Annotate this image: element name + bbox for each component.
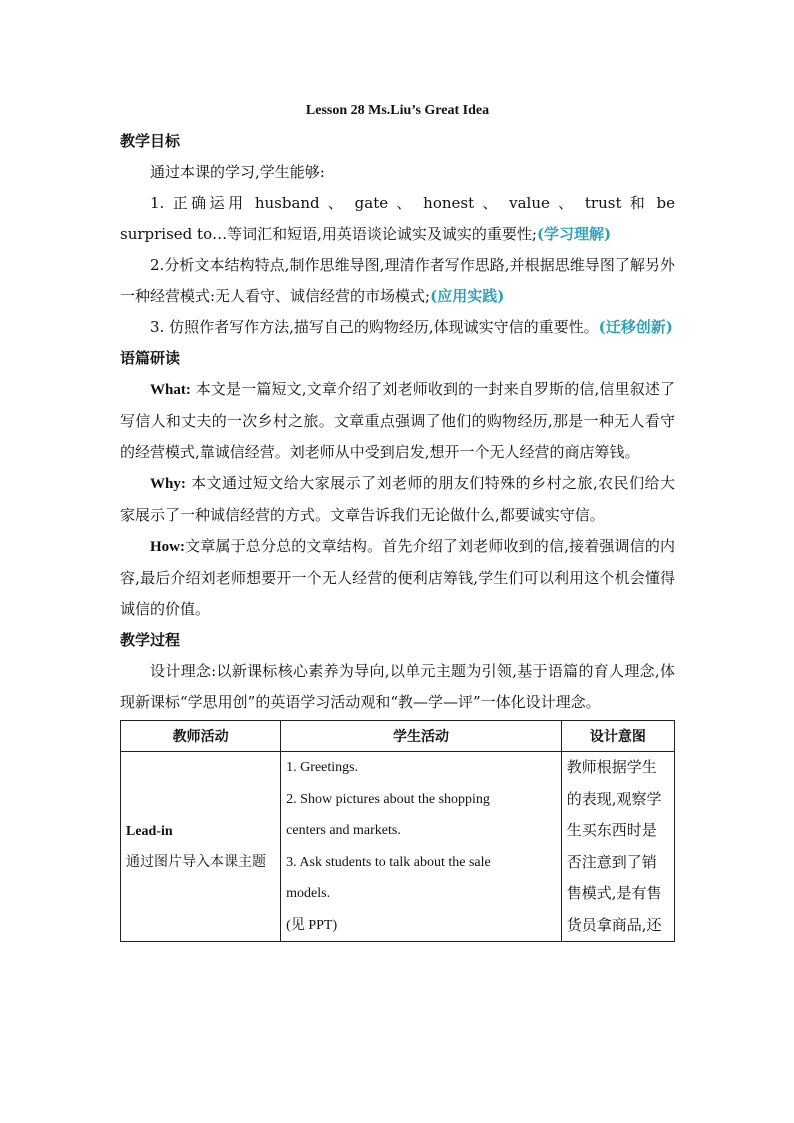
student-line: 2. Show pictures about the shopping <box>286 791 490 807</box>
objective-2-text: 2.分析文本结构特点,制作思维导图,理清作者写作思路,并根据思维导图了解另外一种经营模式:无人看守、诚信经营的市场模式; <box>120 256 675 305</box>
why-text: 本文通过短文给大家展示了刘老师的朋友们特殊的乡村之旅,农民们给大家展示了一种诚信经营的方式。文章告诉我们无论做什么,都要诚实守信。 <box>120 474 675 524</box>
objectives-heading: 教学目标 <box>120 132 181 150</box>
document-page <box>120 100 675 942</box>
objective-2-tag: (应用实践) <box>430 287 505 305</box>
objective-item-1 <box>120 188 675 250</box>
analysis-heading: 语篇研读 <box>120 349 181 367</box>
student-line: 3. Ask students to talk about the sale <box>286 854 491 870</box>
objective-3-text: 3. 仿照作者写作方法,描写自己的购物经历,体现诚实守信的重要性。 <box>150 318 599 336</box>
analysis-why <box>120 468 675 531</box>
objective-item-2 <box>120 250 675 312</box>
student-line: (见 PPT) <box>286 917 338 933</box>
header-student: 学生活动 <box>281 721 562 752</box>
student-line: models. <box>286 886 331 901</box>
objective-1-text: 1. 正确运用 husband 、 gate 、 honest 、 value 、 trust 和 be surprised to…等词汇和短语,用英语谈论诚实及诚实的重要性; <box>120 194 675 243</box>
teacher-activity-title: Lead-in <box>126 823 173 839</box>
student-activity-cell <box>281 752 562 942</box>
analysis-how <box>120 531 675 625</box>
student-line: 1. Greetings. <box>286 760 359 775</box>
design-intent-cell: 教师根据学生的表现,观察学生买东西时是否注意到了销售模式,是有售货员拿商品,还 <box>561 752 674 942</box>
what-text: 本文是一篇短文,文章介绍了刘老师收到的一封来自罗斯的信,信里叙述了写信人和丈夫的一次乡村之旅。文章重点强调了他们的购物经历,那是一种无人看守的经营模式,靠诚信经营。刘老师从中受到启发,想开一个无人经营的商店筹钱。 <box>120 380 675 461</box>
header-intent: 设计意图 <box>561 721 674 752</box>
teacher-activity-cell <box>121 752 281 942</box>
what-label: What: <box>150 382 191 398</box>
objectives-intro: 通过本课的学习,学生能够: <box>150 163 325 181</box>
objective-1-tag: (学习理解) <box>536 225 612 243</box>
table-row <box>121 752 675 942</box>
how-text: 文章属于总分总的文章结构。首先介绍了刘老师收到的信,接着强调信的内容,最后介绍刘老师想要开一个无人经营的便利店筹钱,学生们可以利用这个机会懂得诚信的价值。 <box>120 537 675 618</box>
header-teacher: 教师活动 <box>121 721 281 752</box>
objective-item-3 <box>120 312 675 343</box>
lesson-title: Lesson 28 Ms.Liu’s Great Idea <box>305 103 490 118</box>
design-concept: 设计理念:以新课标核心素养为导向,以单元主题为引领,基于语篇的育人理念,体现新课标“学思用创”的英语学习活动观和“教—学—评”一体化设计理念。 <box>120 662 675 711</box>
process-heading: 教学过程 <box>120 631 181 649</box>
teacher-activity-desc: 通过图片导入本课主题 <box>126 853 266 870</box>
objective-3-tag: (迁移创新) <box>598 318 673 336</box>
table-header-row <box>121 721 675 752</box>
analysis-what <box>120 374 675 468</box>
process-table <box>120 720 675 942</box>
why-label: Why: <box>150 476 186 492</box>
student-line: centers and markets. <box>286 823 401 838</box>
how-label: How: <box>150 539 185 555</box>
